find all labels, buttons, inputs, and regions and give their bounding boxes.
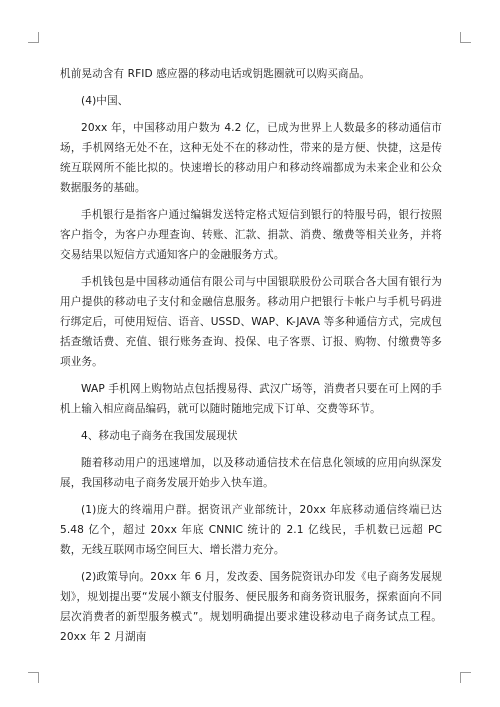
paragraph-mobile-banking: 手机银行是指客户通过编辑发送特定格式短信到银行的特服号码，银行按照客户指令，为客户办理查询、转账、汇款、捐款、消费、缴费等相关业务，并将交易结果以短信方式通知客户的金融服务方式。 — [60, 209, 442, 261]
paragraph-development-intro: 随着移动用户的迅速增加，以及移动通信技术在信息化领域的应用向纵深发展，我国移动电子商务发展开始步入快车道。 — [60, 457, 442, 489]
section-heading-china: (4)中国、 — [81, 95, 129, 107]
crop-mark-bottom-left — [28, 672, 39, 683]
crop-mark-top-right — [460, 32, 471, 43]
paragraph-mobile-users: 20xx 年，中国移动用户数为 4.2 亿，已成为世界上人数最多的移动通信市场，手机网络无处不在，这种无处不在的移动性，带来的是方便、快捷，这是传统互联网所不能比拟的。快速增长的移动用户和移动终端都成为未来企业和公众数据服务的基础。 — [60, 122, 442, 194]
paragraph-mobile-wallet: 手机钱包是中国移动通信有限公司与中国银联股份公司联合各大国有银行为用户提供的移动电子支付和金融信息服务。移动用户把银行卡帐户与手机号码进行绑定后，可使用短信、语音、USSD、WAP、K-JAVA 等多种通信方式，完成包括查缴话费、充值、银行账务查询、投保、电子客票、订报、购物、付缴费等多项业务。 — [60, 276, 442, 368]
paragraph-wap-shopping: WAP 手机网上购物站点包括搜易得、武汉广场等，消费者只要在可上网的手机上输入相应商品编码，就可以随时随地完成下订单、交费等环节。 — [60, 383, 442, 415]
section-heading-development: 4、移动电子商务在我国发展现状 — [81, 430, 238, 442]
paragraph-user-base: (1)庞大的终端用户群。据资讯产业部统计，20xx 年底移动通信终端已达 5.48 亿个，超过 20xx 年底 CNNIC 统计的 2.1 亿线民，手机数已远超 PC 数，无线互联网市场空间巨大、增长潜力充分。 — [60, 504, 442, 556]
document-body — [60, 64, 442, 654]
paragraph-policy: (2)政策导向。20xx 年 6 月，发改委、国务院资讯办印发《电子商务发展规划》，规划提出要“发展小额支付服务、便民服务和商务资讯服务，探索面向不同层次消费者的新型服务模式”。规划明确提出要求建设移动电子商务试点工程。20xx 年 2 月湖南 — [60, 571, 442, 643]
paragraph-continuation: 机前晃动含有 RFID 感应器的移动电话或钥匙圈就可以购买商品。 — [60, 68, 371, 80]
crop-mark-bottom-right — [460, 672, 471, 683]
crop-mark-top-left — [28, 32, 39, 43]
